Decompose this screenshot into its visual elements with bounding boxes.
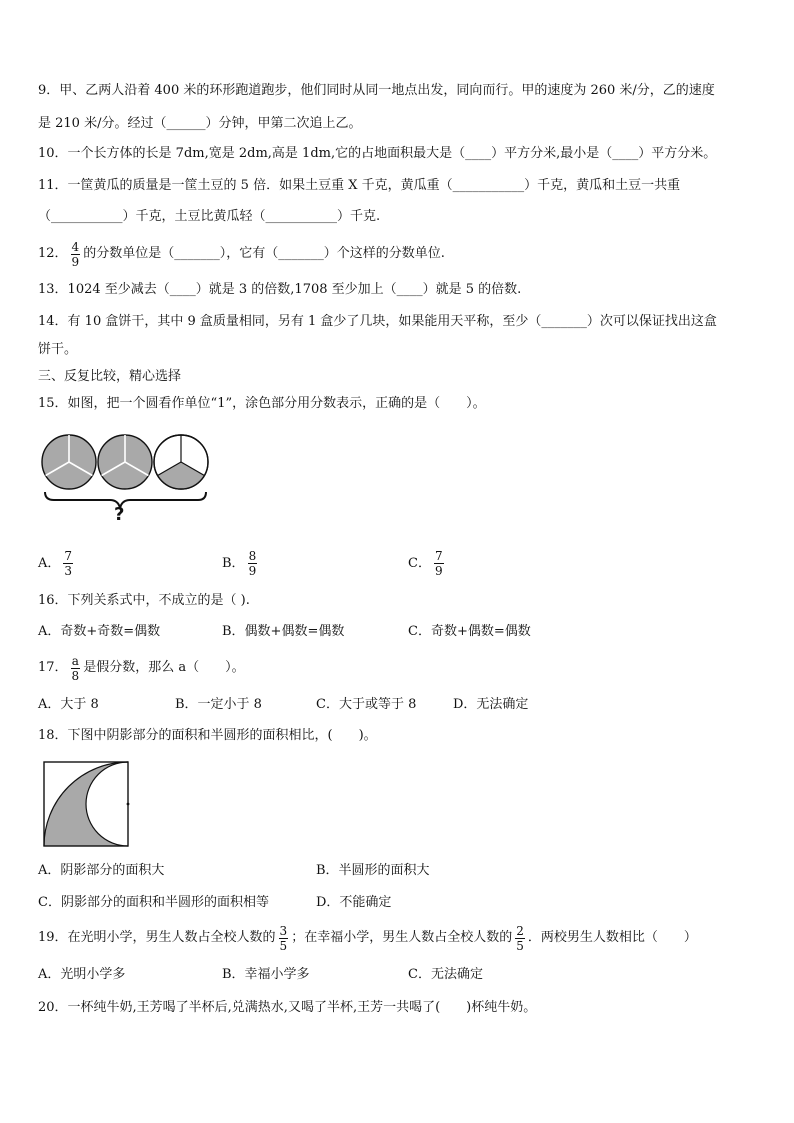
q18-option-a[interactable]: A．阴影部分的面积大 [38, 863, 165, 878]
q16-option-a[interactable]: A．奇数+奇数=偶数 [38, 624, 161, 639]
frac-den: 5 [279, 938, 288, 953]
q13: 13．1024 至少减去（____）就是 3 的倍数,1708 至少加上（____）就是 5 的倍数. [38, 282, 522, 297]
q17-frac-den: 8 [71, 668, 80, 683]
q15-circles-figure [40, 430, 215, 530]
q12-prefix: 12． [38, 246, 68, 261]
brace [45, 492, 206, 508]
q18-stem: 18．下图中阴影部分的面积和半圆形的面积相比，( )。 [38, 728, 377, 743]
q17-option-b[interactable]: B．一定小于 8 [175, 697, 262, 712]
q19-part2: ；在幸福小学，男生人数占全校人数的 [291, 930, 513, 945]
q15-option-a[interactable] [38, 544, 76, 584]
frac-num: 3 [279, 923, 288, 938]
circle-2 [98, 435, 152, 489]
q16-stem: 16．下列关系式中，不成立的是（ ). [38, 593, 250, 608]
frac-den: 3 [64, 564, 73, 578]
q16-option-c[interactable]: C．奇数+偶数=偶数 [408, 624, 531, 639]
q18-option-d[interactable]: D．不能确定 [316, 895, 392, 910]
q16-option-b[interactable]: B．偶数+偶数=偶数 [222, 624, 345, 639]
q11-line2: （___________）千克，土豆比黄瓜轻（___________）千克. [38, 209, 381, 224]
q15-stem: 15．如图，把一个圆看作单位“1”，涂色部分用分数表示，正确的是（ ）。 [38, 396, 486, 411]
section3-heading: 三、反复比较，精心选择 [38, 369, 182, 384]
q17-option-c[interactable]: C．大于或等于 8 [316, 697, 417, 712]
q18-option-b[interactable]: B．半圆形的面积大 [316, 863, 430, 878]
option-label: C． [408, 556, 431, 571]
q17-stem [38, 650, 245, 687]
q19-option-a[interactable]: A．光明小学多 [38, 967, 126, 982]
q12-frac-den: 9 [71, 254, 80, 269]
circle-1 [42, 435, 96, 489]
q10: 10．一个长方体的长是 7dm,宽是 2dm,高是 1dm,它的占地面积最大是（____）平方分米,最小是（____）平方分米。 [38, 146, 717, 161]
option-label: B． [222, 556, 245, 571]
q17-option-d[interactable]: D．无法确定 [453, 697, 529, 712]
q12-frac-num: 4 [71, 239, 80, 254]
frac-num: 2 [516, 923, 524, 938]
q19-fraction-2 [515, 925, 525, 952]
q9-line2: 是 210 米/分。经过（______）分钟，甲第二次追上乙。 [38, 116, 362, 131]
q19-option-c[interactable]: C．无法确定 [408, 967, 483, 982]
q17-suffix: 是假分数，那么 a（ ）。 [83, 660, 245, 675]
q9-line1: 9．甲、乙两人沿着 400 米的环形跑道跑步，他们同时从同一地点出发，同向而行。甲的速度为 260 米/分，乙的速度 [38, 83, 715, 98]
circle-3 [154, 435, 208, 489]
q18-option-c[interactable]: C．阴影部分的面积和半圆形的面积相等 [38, 895, 269, 910]
q15-option-c[interactable] [408, 544, 447, 584]
option-fraction [63, 550, 73, 577]
q12-fraction [71, 241, 81, 268]
option-fraction [434, 550, 444, 577]
q15-question-mark: ? [114, 504, 125, 525]
option-label: A． [38, 556, 61, 571]
q12-suffix: 的分数单位是（_______），它有（_______）个这样的分数单位. [83, 246, 445, 261]
q18-square-figure [42, 760, 132, 848]
q11-line1: 11．一筐黄瓜的质量是一筐土豆的 5 倍．如果土豆重 X 千克，黄瓜重（___________）千克，黄瓜和土豆一共重 [38, 178, 681, 193]
option-fraction [248, 550, 258, 577]
q14-line1: 14．有 10 盒饼干，其中 9 盒质量相同，另有 1 盒少了几块，如果能用天平称，至少（_______）次可以保证找出这盒 [38, 314, 717, 329]
q17-frac-num: a [71, 653, 79, 668]
q19-stem [38, 920, 697, 957]
q14-line2: 饼干。 [38, 342, 78, 357]
q19-part3: ．两校男生人数相比（ ） [527, 930, 697, 945]
frac-den: 9 [434, 564, 443, 578]
q19-option-b[interactable]: B．幸福小学多 [222, 967, 310, 982]
frac-den: 9 [248, 564, 257, 578]
q12 [38, 236, 445, 273]
q17-fraction [71, 655, 81, 682]
q15-option-b[interactable] [222, 544, 260, 584]
q19-part1: 19．在光明小学，男生人数占全校人数的 [38, 930, 276, 945]
frac-den: 5 [516, 938, 524, 953]
q17-option-a[interactable]: A．大于 8 [38, 697, 99, 712]
frac-num: 7 [434, 549, 443, 563]
frac-num: 8 [248, 549, 257, 563]
q20: 20．一杯纯牛奶,王芳喝了半杯后,兑满热水,又喝了半杯,王芳一共喝了( )杯纯牛奶。 [38, 1000, 537, 1015]
q17-prefix: 17． [38, 660, 68, 675]
q19-fraction-1 [279, 925, 289, 952]
frac-num: 7 [64, 549, 73, 563]
